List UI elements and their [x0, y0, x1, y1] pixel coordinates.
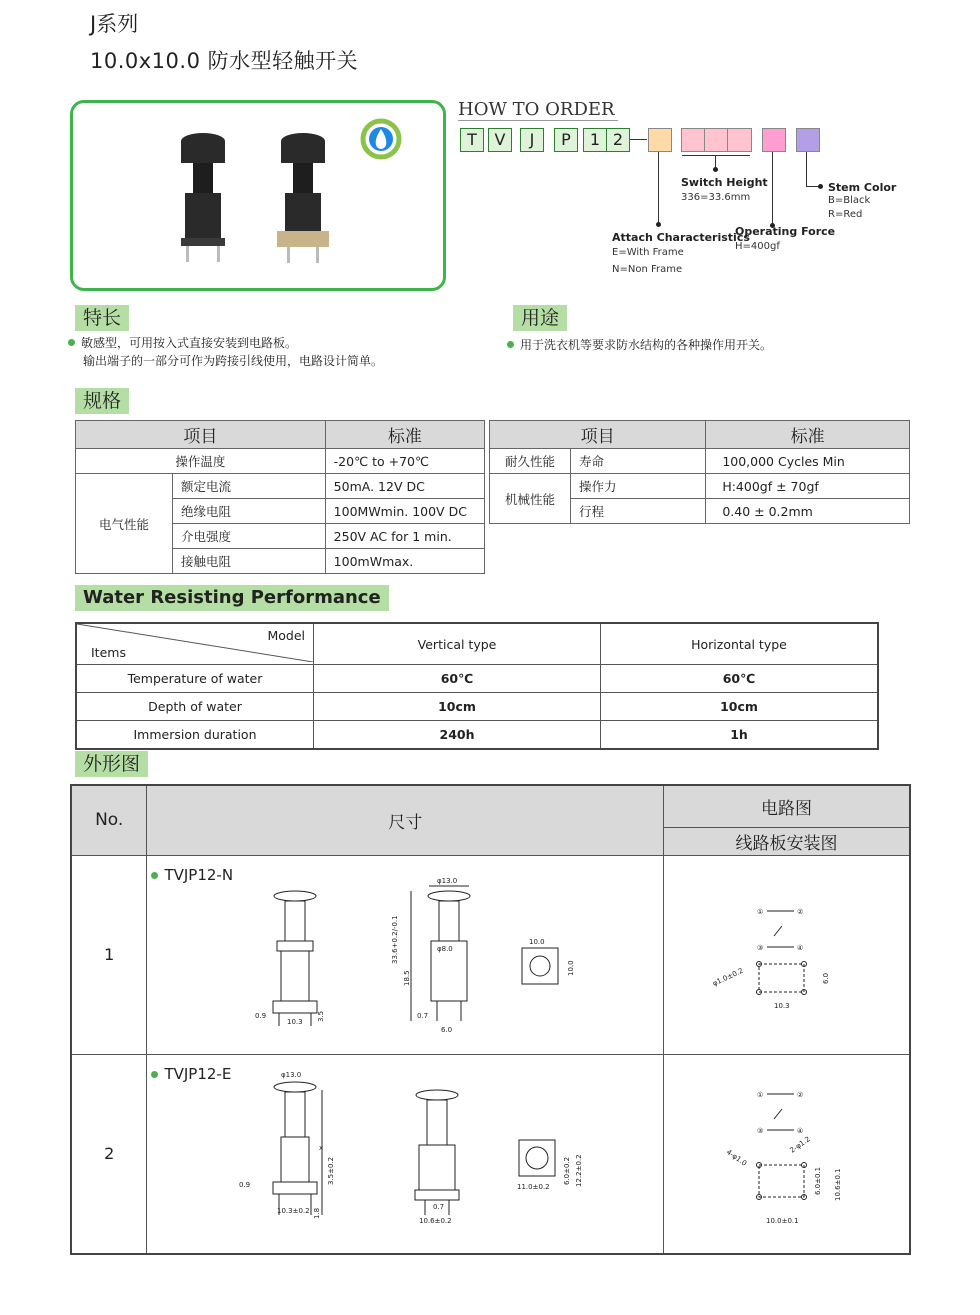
dim-label: 6.0±0.1: [814, 1166, 822, 1195]
height-bracket: [682, 155, 750, 156]
spec-mech-group: 机械性能: [490, 474, 571, 524]
dim-label: 10.3±0.2: [277, 1206, 311, 1215]
outline-tag: 外形图: [75, 751, 148, 777]
water-row-item: Temperature of water: [76, 665, 314, 693]
attach-label: Attach Characteristics: [612, 231, 750, 244]
spec-durability-group: 耐久性能: [490, 449, 571, 474]
dim-label: φ13.0: [281, 1070, 302, 1079]
outline-table: [70, 784, 911, 1255]
how-to-order-underline: [458, 120, 618, 121]
water-corner-cell: [76, 623, 314, 665]
stem-color-block: [828, 181, 896, 222]
code-dash: [630, 139, 647, 140]
dim-label: 3.5±0.2: [327, 1156, 336, 1185]
stem-option-box: [796, 128, 820, 152]
dim-label: 10.0: [529, 937, 546, 946]
spec-life-value: 100,000 Cycles Min: [706, 449, 910, 474]
outline-col-no: No.: [71, 785, 147, 855]
bullet-icon: [151, 1071, 158, 1078]
dim-label: 0.7: [417, 1011, 429, 1020]
force-block: [735, 225, 835, 255]
dim-label: 0.9: [255, 1011, 267, 1020]
switch-height-label: Switch Height: [681, 176, 768, 189]
corner-items: Items: [91, 645, 126, 660]
product-photo-frame: [70, 100, 446, 291]
spec-row-label: 额定电流: [173, 474, 326, 499]
force-leader: [772, 152, 773, 226]
how-to-order-title: HOW TO ORDER: [458, 99, 615, 120]
outline-col-circuit: 电路图: [664, 785, 911, 827]
water-row-vertical: 240h: [314, 721, 601, 750]
code-letter-6: 2: [606, 128, 630, 152]
water-row-vertical: 60℃: [314, 665, 601, 693]
stem-color-value-b: B=Black: [828, 195, 871, 206]
outline-row-pcb: [664, 1054, 911, 1254]
stem-leader: [806, 152, 807, 186]
spec-right-header-std: 标准: [706, 421, 910, 449]
spec-left-header-item: 项目: [76, 421, 326, 449]
outline-col-pcb: 线路板安装图: [664, 827, 911, 855]
spec-mech-value: 0.40 ± 0.2mm: [706, 499, 910, 524]
dimension-drawing-n: [147, 856, 657, 1050]
pcb-layout-e: [664, 1055, 909, 1249]
pin-label: ②: [797, 907, 804, 916]
outline-row-dims: [147, 1054, 664, 1254]
product-photo: [73, 103, 443, 288]
spec-life-label: 寿命: [571, 449, 706, 474]
water-table: [75, 622, 879, 750]
spec-row-value: 100MWmin. 100V DC: [325, 499, 484, 524]
spec-row-label: 绝缘电阻: [173, 499, 326, 524]
dim-label: 10.3: [774, 1001, 790, 1010]
water-col-horizontal: Horizontal type: [601, 623, 879, 665]
code-letter-2: V: [488, 128, 512, 152]
usage-line-1: 用于洗衣机等要求防水结构的各种操作用开关。: [520, 338, 773, 352]
attach-value-n: N=Non Frame: [612, 264, 683, 275]
height-option-box-1: [681, 128, 705, 152]
attach-leader-dot: [656, 222, 661, 227]
stem-leader-dot: [818, 184, 823, 189]
outline-row-dims: [147, 855, 664, 1054]
outline-model: [151, 866, 233, 884]
dim-label: φ13.0: [437, 876, 458, 885]
switch-height-block: [681, 176, 768, 206]
spec-temp-label: 操作温度: [76, 449, 326, 474]
height-option-box-2: [704, 128, 728, 152]
model-name: TVJP12-E: [164, 1064, 232, 1083]
pin-label: ④: [797, 943, 804, 952]
spec-row-value: 250V AC for 1 min.: [325, 524, 484, 549]
spec-mech-value: H:400gf ± 70gf: [706, 474, 910, 499]
dim-label: 18.5: [403, 969, 412, 986]
model-name: TVJP12-N: [164, 865, 234, 884]
spec-table-left: [75, 420, 485, 574]
waterproof-logo-icon: [363, 121, 399, 157]
spec-row-value: 50mA. 12V DC: [325, 474, 484, 499]
water-row-item: Immersion duration: [76, 721, 314, 750]
pin-label: ③: [757, 1126, 764, 1135]
pin-label: ①: [757, 907, 764, 916]
features-tag: 特长: [75, 305, 129, 331]
dim-label: 12.2±0.2: [575, 1153, 584, 1187]
spec-table-right: [489, 420, 910, 524]
dim-label: 11.0±0.2: [517, 1182, 551, 1191]
dim-label: 6.0: [822, 972, 830, 984]
spec-row-label: 介电强度: [173, 524, 326, 549]
outline-col-size: 尺寸: [147, 785, 664, 855]
dim-label: x: [319, 1143, 324, 1152]
spec-right-header-item: 项目: [490, 421, 706, 449]
usage-tag: 用途: [513, 305, 567, 331]
spec-electrical-group: 电气性能: [76, 474, 173, 574]
attach-leader: [658, 152, 659, 225]
code-letter-4: P: [554, 128, 578, 152]
dim-label: φ8.0: [437, 944, 454, 953]
dim-label: 1.8: [313, 1207, 322, 1219]
dim-label: φ1.0±0.2: [711, 966, 745, 988]
dim-label: 4-φ1.0: [724, 1147, 749, 1168]
usage-list: [507, 336, 772, 354]
force-label: Operating Force: [735, 225, 836, 238]
code-letter-1: T: [460, 128, 484, 152]
feature-line-2: 输出端子的一部分可作为跨接引线使用，电路设计简单。: [83, 354, 384, 368]
force-value: H=400gf: [735, 241, 780, 252]
spec-left-header-std: 标准: [325, 421, 484, 449]
pin-label: ②: [797, 1090, 804, 1099]
stem-color-label: Stem Color: [828, 181, 897, 194]
height-option-box-3: [727, 128, 752, 152]
dim-label: 3.5: [317, 1010, 326, 1022]
dim-label: 0.9: [239, 1180, 251, 1189]
dim-label: 10.6±0.1: [834, 1167, 842, 1201]
pin-label: ③: [757, 943, 764, 952]
attach-value-e: E=With Frame: [612, 247, 684, 258]
pcb-layout-n: [664, 856, 909, 1050]
spec-mech-label: 操作力: [571, 474, 706, 499]
dim-label: 6.0: [441, 1025, 453, 1034]
dim-label: 33.6+0.2/-0.1: [391, 914, 400, 964]
bullet-icon: [507, 341, 514, 348]
dim-label: 10.0±0.1: [766, 1216, 799, 1225]
code-letter-3: J: [520, 128, 544, 152]
height-leader-dot: [713, 167, 718, 172]
stem-color-value-r: R=Red: [828, 209, 863, 220]
switch-height-value: 336=33.6mm: [681, 192, 751, 203]
spec-temp-value: -20℃ to +70℃: [325, 449, 484, 474]
dim-label: 10.6±0.2: [419, 1216, 453, 1225]
pin-label: ④: [797, 1126, 804, 1135]
dim-label: 10.3: [287, 1017, 304, 1026]
features-list: [68, 334, 383, 370]
outline-model: [151, 1065, 231, 1083]
water-tag: Water Resisting Performance: [75, 585, 389, 611]
water-row-item: Depth of water: [76, 693, 314, 721]
spec-row-label: 接触电阻: [173, 549, 326, 574]
dimension-drawing-e: [147, 1055, 657, 1249]
spec-row-value: 100mWmax.: [325, 549, 484, 574]
water-row-vertical: 10cm: [314, 693, 601, 721]
outline-row-no: 2: [71, 1054, 147, 1254]
attach-block: [612, 231, 750, 278]
dim-label: 0.7: [433, 1202, 445, 1211]
water-row-horizontal: 60℃: [601, 665, 879, 693]
water-row-horizontal: 1h: [601, 721, 879, 750]
outline-row-pcb: [664, 855, 911, 1054]
series-title: J系列: [90, 12, 139, 36]
corner-model: Model: [267, 628, 305, 643]
dim-label: 6.0±0.2: [563, 1156, 572, 1185]
dim-label: 10.0: [567, 959, 576, 976]
outline-row-no: 1: [71, 855, 147, 1054]
dim-label: 2-φ1.2: [788, 1134, 812, 1155]
feature-line-1: 敏感型，可用按入式直接安装到电路板。: [81, 336, 298, 350]
code-letter-5: 1: [583, 128, 607, 152]
water-col-vertical: Vertical type: [314, 623, 601, 665]
attach-option-box: [648, 128, 672, 152]
bullet-icon: [68, 339, 75, 346]
specs-tag: 规格: [75, 388, 129, 414]
product-subtitle: 10.0x10.0 防水型轻触开关: [90, 49, 359, 73]
bullet-icon: [151, 872, 158, 879]
spec-mech-label: 行程: [571, 499, 706, 524]
force-option-box: [762, 128, 786, 152]
water-row-horizontal: 10cm: [601, 693, 879, 721]
pin-label: ①: [757, 1090, 764, 1099]
